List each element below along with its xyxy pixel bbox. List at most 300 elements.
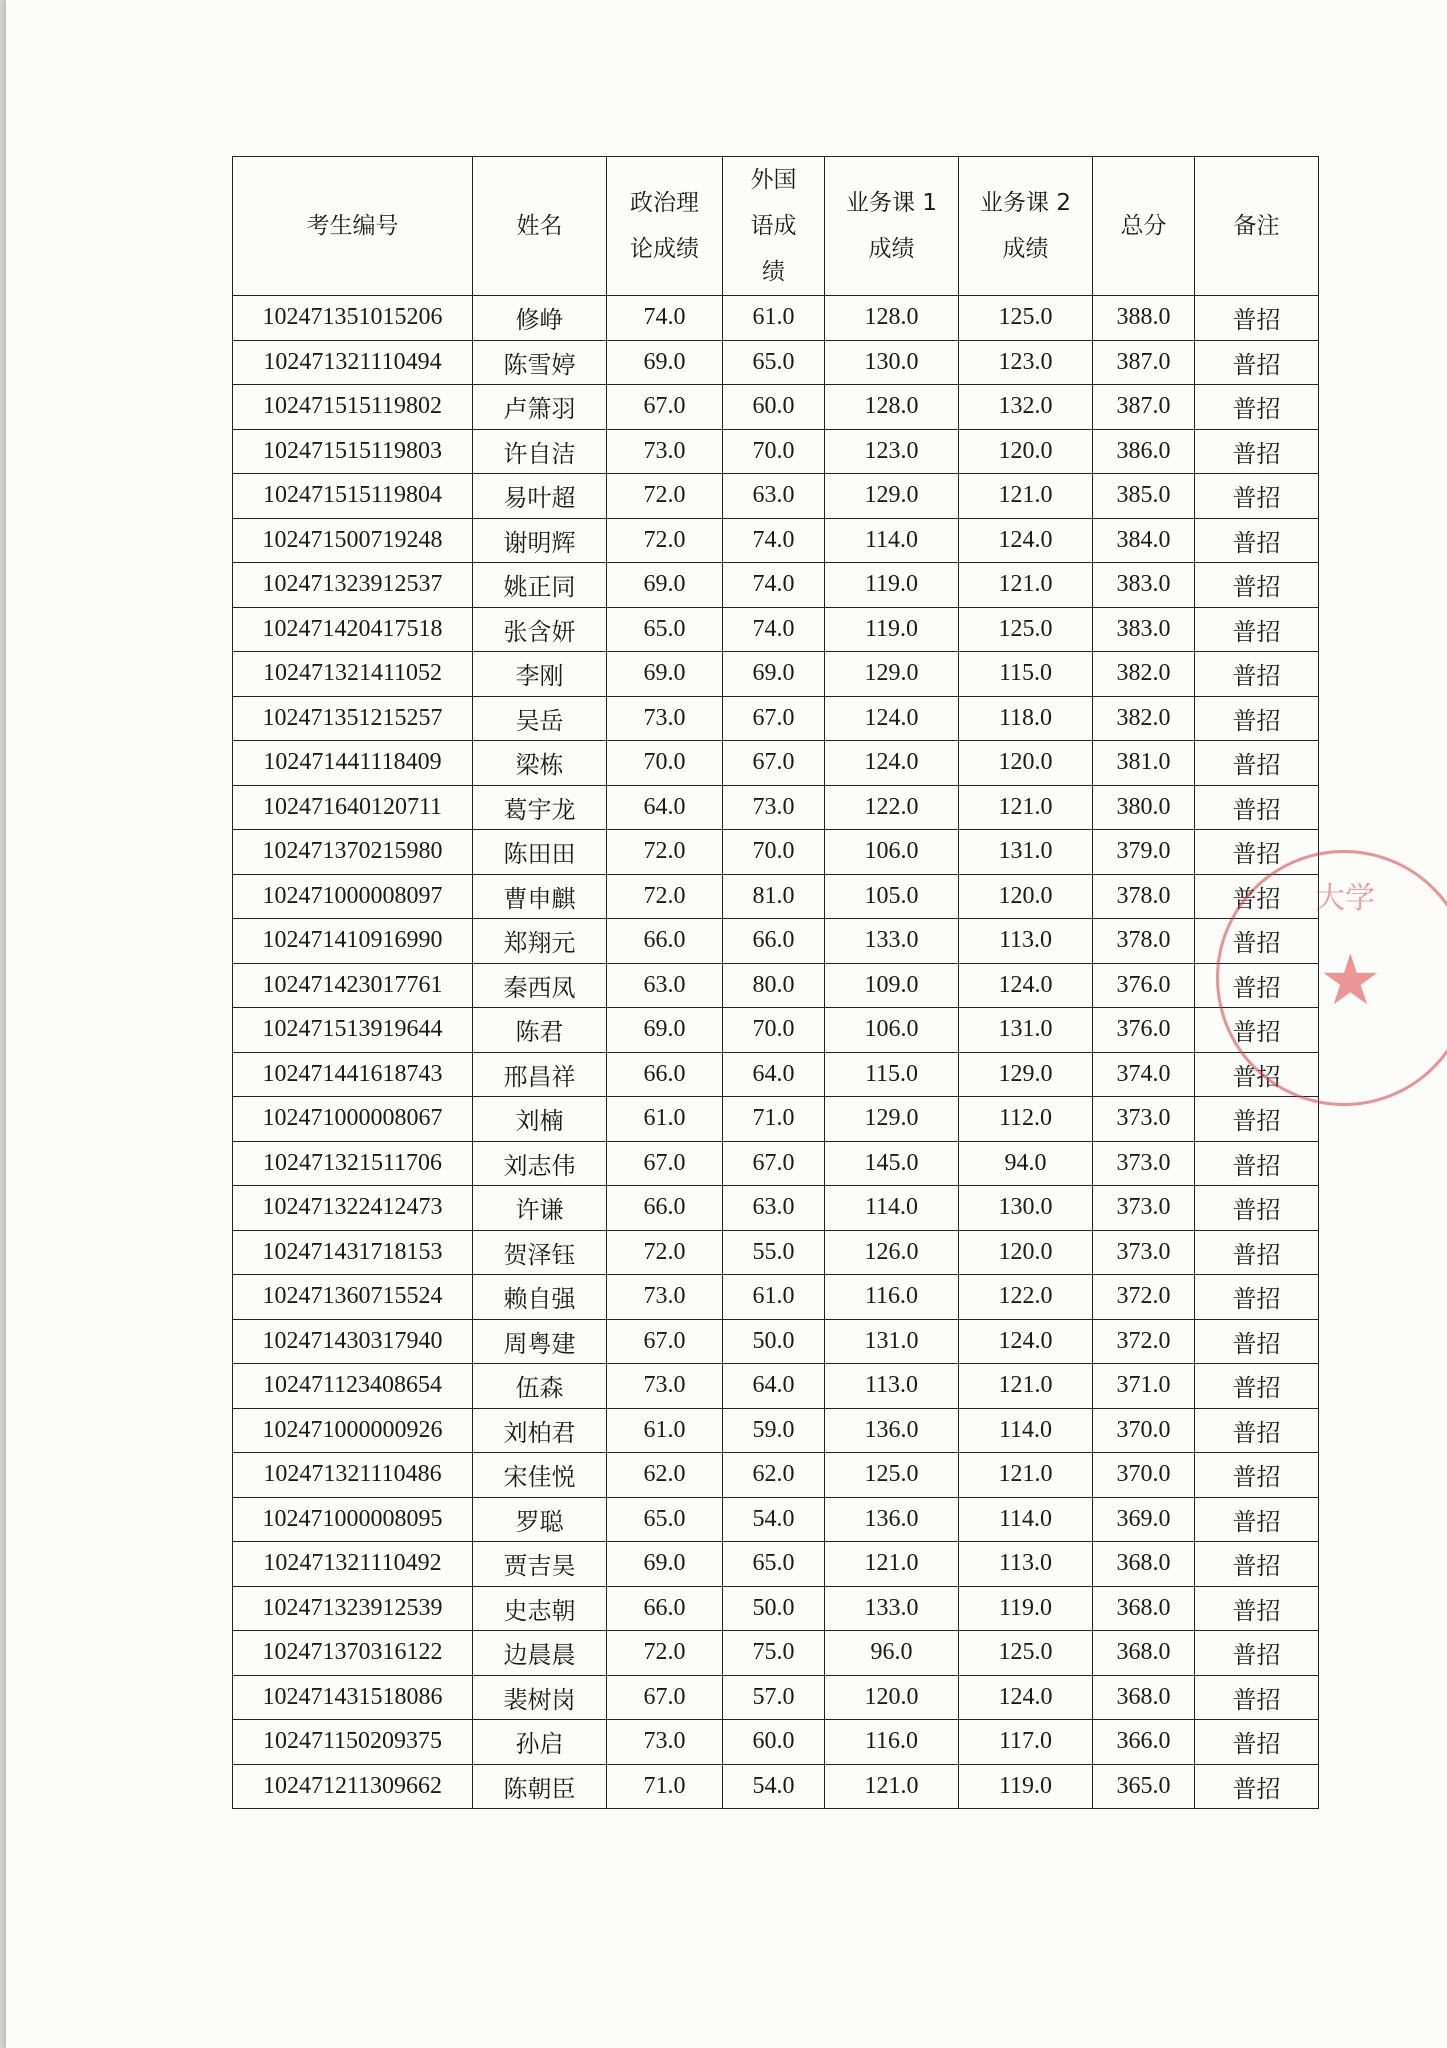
- cell-name: 陈田田: [473, 830, 607, 875]
- cell-remark: 普招: [1195, 1453, 1319, 1498]
- cell-foreign-language-score: 54.0: [723, 1764, 825, 1809]
- cell-foreign-language-score: 70.0: [723, 429, 825, 474]
- cell-politics-score: 72.0: [607, 474, 723, 519]
- table-row: [233, 1720, 1319, 1765]
- cell-subject-2-score: 120.0: [959, 429, 1093, 474]
- cell-remark: 普招: [1195, 474, 1319, 519]
- cell-remark: 普招: [1195, 385, 1319, 430]
- table-row: [233, 1631, 1319, 1676]
- cell-exam-id: 102471211309662: [233, 1764, 473, 1809]
- cell-exam-id: 102471515119803: [233, 429, 473, 474]
- cell-name: 史志朝: [473, 1586, 607, 1631]
- table-row: [233, 1141, 1319, 1186]
- cell-total-score: 388.0: [1093, 296, 1195, 341]
- cell-exam-id: 102471322412473: [233, 1186, 473, 1231]
- cell-foreign-language-score: 70.0: [723, 830, 825, 875]
- cell-total-score: 370.0: [1093, 1453, 1195, 1498]
- cell-subject-1-score: 122.0: [825, 785, 959, 830]
- header-politics: [607, 157, 723, 296]
- cell-politics-score: 71.0: [607, 1764, 723, 1809]
- cell-exam-id: 102471410916990: [233, 919, 473, 964]
- cell-foreign-language-score: 73.0: [723, 785, 825, 830]
- header-text-line: 姓名: [516, 213, 563, 239]
- cell-exam-id: 102471323912539: [233, 1586, 473, 1631]
- cell-subject-2-score: 124.0: [959, 1675, 1093, 1720]
- cell-subject-1-score: 130.0: [825, 340, 959, 385]
- cell-subject-1-score: 113.0: [825, 1364, 959, 1409]
- table-row: [233, 518, 1319, 563]
- cell-politics-score: 67.0: [607, 1141, 723, 1186]
- cell-name: 陈朝臣: [473, 1764, 607, 1809]
- cell-exam-id: 102471430317940: [233, 1319, 473, 1364]
- cell-foreign-language-score: 81.0: [723, 874, 825, 919]
- cell-subject-2-score: 121.0: [959, 474, 1093, 519]
- cell-politics-score: 73.0: [607, 1364, 723, 1409]
- cell-remark: 普招: [1195, 1497, 1319, 1542]
- cell-remark: 普招: [1195, 1631, 1319, 1676]
- cell-remark: 普招: [1195, 1764, 1319, 1809]
- score-table: [232, 156, 1319, 1809]
- cell-total-score: 373.0: [1093, 1186, 1195, 1231]
- cell-total-score: 383.0: [1093, 563, 1195, 608]
- cell-politics-score: 67.0: [607, 1319, 723, 1364]
- cell-remark: 普招: [1195, 652, 1319, 697]
- table-row: [233, 1364, 1319, 1409]
- header-text-line: 成绩: [868, 236, 915, 262]
- cell-subject-2-score: 120.0: [959, 741, 1093, 786]
- cell-subject-1-score: 106.0: [825, 830, 959, 875]
- cell-subject-1-score: 129.0: [825, 474, 959, 519]
- cell-politics-score: 73.0: [607, 696, 723, 741]
- cell-name: 陈君: [473, 1008, 607, 1053]
- cell-total-score: 374.0: [1093, 1052, 1195, 1097]
- header-text-line: 总分: [1120, 213, 1167, 239]
- cell-politics-score: 74.0: [607, 296, 723, 341]
- cell-foreign-language-score: 74.0: [723, 518, 825, 563]
- cell-subject-1-score: 119.0: [825, 563, 959, 608]
- cell-total-score: 387.0: [1093, 340, 1195, 385]
- cell-remark: 普招: [1195, 563, 1319, 608]
- cell-politics-score: 61.0: [607, 1408, 723, 1453]
- cell-politics-score: 72.0: [607, 1631, 723, 1676]
- table-row: [233, 385, 1319, 430]
- cell-subject-2-score: 113.0: [959, 1542, 1093, 1587]
- table-row: [233, 830, 1319, 875]
- table-row: [233, 919, 1319, 964]
- cell-subject-2-score: 121.0: [959, 1364, 1093, 1409]
- cell-exam-id: 102471441618743: [233, 1052, 473, 1097]
- table-row: [233, 563, 1319, 608]
- cell-exam-id: 102471441118409: [233, 741, 473, 786]
- cell-total-score: 387.0: [1093, 385, 1195, 430]
- cell-name: 邢昌祥: [473, 1052, 607, 1097]
- cell-total-score: 373.0: [1093, 1097, 1195, 1142]
- table-body: [233, 296, 1319, 1809]
- cell-remark: 普招: [1195, 1364, 1319, 1409]
- cell-total-score: 365.0: [1093, 1764, 1195, 1809]
- cell-foreign-language-score: 55.0: [723, 1230, 825, 1275]
- cell-total-score: 376.0: [1093, 963, 1195, 1008]
- cell-total-score: 366.0: [1093, 1720, 1195, 1765]
- cell-remark: 普招: [1195, 429, 1319, 474]
- cell-remark: 普招: [1195, 340, 1319, 385]
- table-row: [233, 652, 1319, 697]
- header-subject-1: [825, 157, 959, 296]
- cell-exam-id: 102471321110494: [233, 340, 473, 385]
- cell-subject-1-score: 96.0: [825, 1631, 959, 1676]
- cell-total-score: 368.0: [1093, 1542, 1195, 1587]
- cell-remark: 普招: [1195, 696, 1319, 741]
- cell-foreign-language-score: 61.0: [723, 1275, 825, 1320]
- table-row: [233, 696, 1319, 741]
- table-row: [233, 429, 1319, 474]
- cell-exam-id: 102471431518086: [233, 1675, 473, 1720]
- cell-politics-score: 72.0: [607, 518, 723, 563]
- cell-subject-2-score: 121.0: [959, 1453, 1093, 1498]
- cell-subject-2-score: 125.0: [959, 1631, 1093, 1676]
- cell-foreign-language-score: 67.0: [723, 1141, 825, 1186]
- cell-foreign-language-score: 50.0: [723, 1586, 825, 1631]
- cell-exam-id: 102471513919644: [233, 1008, 473, 1053]
- cell-subject-1-score: 133.0: [825, 919, 959, 964]
- cell-remark: 普招: [1195, 785, 1319, 830]
- table-row: [233, 1008, 1319, 1053]
- cell-remark: 普招: [1195, 1052, 1319, 1097]
- cell-exam-id: 102471500719248: [233, 518, 473, 563]
- header-exam-id: [233, 157, 473, 296]
- cell-foreign-language-score: 61.0: [723, 296, 825, 341]
- cell-name: 曹申麒: [473, 874, 607, 919]
- cell-name: 宋佳悦: [473, 1453, 607, 1498]
- table-row: [233, 607, 1319, 652]
- table-row: [233, 474, 1319, 519]
- cell-subject-2-score: 124.0: [959, 1319, 1093, 1364]
- cell-subject-2-score: 130.0: [959, 1186, 1093, 1231]
- cell-foreign-language-score: 67.0: [723, 741, 825, 786]
- cell-name: 裴树岗: [473, 1675, 607, 1720]
- cell-remark: 普招: [1195, 874, 1319, 919]
- cell-subject-2-score: 125.0: [959, 607, 1093, 652]
- cell-total-score: 373.0: [1093, 1141, 1195, 1186]
- cell-exam-id: 102471123408654: [233, 1364, 473, 1409]
- cell-subject-2-score: 115.0: [959, 652, 1093, 697]
- cell-subject-1-score: 129.0: [825, 652, 959, 697]
- cell-subject-2-score: 119.0: [959, 1764, 1093, 1809]
- cell-name: 秦西凤: [473, 963, 607, 1008]
- cell-politics-score: 72.0: [607, 874, 723, 919]
- cell-subject-1-score: 131.0: [825, 1319, 959, 1364]
- cell-remark: 普招: [1195, 1097, 1319, 1142]
- cell-total-score: 368.0: [1093, 1586, 1195, 1631]
- cell-politics-score: 64.0: [607, 785, 723, 830]
- cell-exam-id: 102471321110492: [233, 1542, 473, 1587]
- header-remark: [1195, 157, 1319, 296]
- cell-total-score: 371.0: [1093, 1364, 1195, 1409]
- cell-subject-2-score: 124.0: [959, 963, 1093, 1008]
- cell-exam-id: 102471000008097: [233, 874, 473, 919]
- cell-subject-1-score: 116.0: [825, 1275, 959, 1320]
- cell-subject-1-score: 109.0: [825, 963, 959, 1008]
- cell-exam-id: 102471351015206: [233, 296, 473, 341]
- cell-total-score: 376.0: [1093, 1008, 1195, 1053]
- cell-subject-1-score: 133.0: [825, 1586, 959, 1631]
- cell-politics-score: 69.0: [607, 340, 723, 385]
- cell-remark: 普招: [1195, 1141, 1319, 1186]
- cell-subject-1-score: 136.0: [825, 1408, 959, 1453]
- cell-subject-1-score: 128.0: [825, 385, 959, 430]
- table-row: [233, 1230, 1319, 1275]
- cell-remark: 普招: [1195, 830, 1319, 875]
- cell-name: 罗聪: [473, 1497, 607, 1542]
- cell-total-score: 373.0: [1093, 1230, 1195, 1275]
- cell-subject-1-score: 119.0: [825, 607, 959, 652]
- cell-total-score: 368.0: [1093, 1631, 1195, 1676]
- seal-star-icon: ★: [1319, 939, 1382, 1021]
- header-text-line: 外国: [750, 167, 797, 193]
- cell-name: 刘志伟: [473, 1141, 607, 1186]
- cell-politics-score: 69.0: [607, 1542, 723, 1587]
- cell-total-score: 369.0: [1093, 1497, 1195, 1542]
- cell-total-score: 378.0: [1093, 919, 1195, 964]
- cell-name: 修峥: [473, 296, 607, 341]
- table-row: [233, 1675, 1319, 1720]
- cell-subject-1-score: 129.0: [825, 1097, 959, 1142]
- cell-politics-score: 66.0: [607, 1186, 723, 1231]
- cell-subject-1-score: 145.0: [825, 1141, 959, 1186]
- cell-remark: 普招: [1195, 1586, 1319, 1631]
- cell-exam-id: 102471423017761: [233, 963, 473, 1008]
- table-row: [233, 1097, 1319, 1142]
- cell-foreign-language-score: 64.0: [723, 1364, 825, 1409]
- header-text-line: 成绩: [1002, 236, 1049, 262]
- cell-exam-id: 102471351215257: [233, 696, 473, 741]
- cell-politics-score: 69.0: [607, 652, 723, 697]
- cell-name: 许自洁: [473, 429, 607, 474]
- cell-subject-2-score: 129.0: [959, 1052, 1093, 1097]
- cell-exam-id: 102471321110486: [233, 1453, 473, 1498]
- cell-subject-2-score: 122.0: [959, 1275, 1093, 1320]
- table-header-row: [233, 157, 1319, 296]
- cell-subject-2-score: 131.0: [959, 830, 1093, 875]
- cell-subject-2-score: 120.0: [959, 874, 1093, 919]
- table-row: [233, 296, 1319, 341]
- cell-name: 易叶超: [473, 474, 607, 519]
- cell-politics-score: 62.0: [607, 1453, 723, 1498]
- cell-total-score: 372.0: [1093, 1319, 1195, 1364]
- cell-foreign-language-score: 71.0: [723, 1097, 825, 1142]
- cell-subject-2-score: 124.0: [959, 518, 1093, 563]
- cell-remark: 普招: [1195, 1408, 1319, 1453]
- cell-politics-score: 65.0: [607, 1497, 723, 1542]
- cell-total-score: 386.0: [1093, 429, 1195, 474]
- cell-politics-score: 61.0: [607, 1097, 723, 1142]
- cell-foreign-language-score: 62.0: [723, 1453, 825, 1498]
- cell-politics-score: 66.0: [607, 1586, 723, 1631]
- cell-politics-score: 72.0: [607, 1230, 723, 1275]
- cell-foreign-language-score: 74.0: [723, 607, 825, 652]
- cell-subject-1-score: 105.0: [825, 874, 959, 919]
- cell-exam-id: 102471321411052: [233, 652, 473, 697]
- header-text-line: 业务课 1: [846, 190, 937, 216]
- cell-name: 许谦: [473, 1186, 607, 1231]
- cell-subject-2-score: 132.0: [959, 385, 1093, 430]
- cell-subject-1-score: 115.0: [825, 1052, 959, 1097]
- cell-name: 卢箫羽: [473, 385, 607, 430]
- cell-remark: 普招: [1195, 741, 1319, 786]
- cell-subject-1-score: 114.0: [825, 518, 959, 563]
- cell-name: 边晨晨: [473, 1631, 607, 1676]
- table-row: [233, 1319, 1319, 1364]
- cell-exam-id: 102471370215980: [233, 830, 473, 875]
- cell-name: 孙启: [473, 1720, 607, 1765]
- cell-subject-1-score: 128.0: [825, 296, 959, 341]
- cell-subject-1-score: 124.0: [825, 741, 959, 786]
- cell-remark: 普招: [1195, 296, 1319, 341]
- cell-exam-id: 102471370316122: [233, 1631, 473, 1676]
- cell-foreign-language-score: 67.0: [723, 696, 825, 741]
- cell-foreign-language-score: 63.0: [723, 1186, 825, 1231]
- cell-politics-score: 73.0: [607, 1720, 723, 1765]
- cell-politics-score: 63.0: [607, 963, 723, 1008]
- cell-subject-2-score: 94.0: [959, 1141, 1093, 1186]
- header-text-line: 备注: [1233, 213, 1280, 239]
- table-row: [233, 1586, 1319, 1631]
- cell-total-score: 372.0: [1093, 1275, 1195, 1320]
- cell-remark: 普招: [1195, 1720, 1319, 1765]
- cell-total-score: 380.0: [1093, 785, 1195, 830]
- header-name: [473, 157, 607, 296]
- cell-subject-1-score: 123.0: [825, 429, 959, 474]
- seal-text: 大学: [1315, 881, 1375, 916]
- header-text-line: 绩: [762, 259, 785, 285]
- cell-total-score: 368.0: [1093, 1675, 1195, 1720]
- cell-foreign-language-score: 74.0: [723, 563, 825, 608]
- cell-foreign-language-score: 64.0: [723, 1052, 825, 1097]
- cell-politics-score: 66.0: [607, 919, 723, 964]
- cell-name: 刘柏君: [473, 1408, 607, 1453]
- cell-foreign-language-score: 54.0: [723, 1497, 825, 1542]
- cell-politics-score: 65.0: [607, 607, 723, 652]
- cell-foreign-language-score: 60.0: [723, 385, 825, 430]
- cell-remark: 普招: [1195, 1319, 1319, 1364]
- cell-foreign-language-score: 50.0: [723, 1319, 825, 1364]
- cell-exam-id: 102471321511706: [233, 1141, 473, 1186]
- document-page: [6, 0, 1447, 2048]
- cell-name: 梁栋: [473, 741, 607, 786]
- header-text-line: 语成: [750, 213, 797, 239]
- cell-name: 贾吉昊: [473, 1542, 607, 1587]
- cell-foreign-language-score: 59.0: [723, 1408, 825, 1453]
- cell-name: 谢明辉: [473, 518, 607, 563]
- table-row: [233, 1764, 1319, 1809]
- cell-total-score: 382.0: [1093, 696, 1195, 741]
- cell-name: 葛宇龙: [473, 785, 607, 830]
- header-text-line: 业务课 2: [980, 190, 1071, 216]
- header-foreign-language: [723, 157, 825, 296]
- cell-foreign-language-score: 57.0: [723, 1675, 825, 1720]
- cell-remark: 普招: [1195, 1230, 1319, 1275]
- cell-subject-1-score: 124.0: [825, 696, 959, 741]
- cell-exam-id: 102471431718153: [233, 1230, 473, 1275]
- cell-foreign-language-score: 63.0: [723, 474, 825, 519]
- table-row: [233, 1453, 1319, 1498]
- cell-total-score: 384.0: [1093, 518, 1195, 563]
- cell-foreign-language-score: 65.0: [723, 1542, 825, 1587]
- cell-remark: 普招: [1195, 518, 1319, 563]
- cell-name: 郑翔元: [473, 919, 607, 964]
- cell-remark: 普招: [1195, 1675, 1319, 1720]
- cell-politics-score: 69.0: [607, 563, 723, 608]
- cell-politics-score: 67.0: [607, 385, 723, 430]
- cell-exam-id: 102471000008067: [233, 1097, 473, 1142]
- cell-subject-1-score: 120.0: [825, 1675, 959, 1720]
- cell-subject-2-score: 118.0: [959, 696, 1093, 741]
- cell-foreign-language-score: 75.0: [723, 1631, 825, 1676]
- cell-remark: 普招: [1195, 919, 1319, 964]
- cell-subject-1-score: 121.0: [825, 1542, 959, 1587]
- header-text-line: 政治理: [630, 190, 699, 216]
- cell-subject-2-score: 120.0: [959, 1230, 1093, 1275]
- cell-name: 姚正同: [473, 563, 607, 608]
- cell-remark: 普招: [1195, 1275, 1319, 1320]
- cell-subject-1-score: 125.0: [825, 1453, 959, 1498]
- cell-subject-2-score: 125.0: [959, 296, 1093, 341]
- cell-subject-2-score: 114.0: [959, 1497, 1093, 1542]
- cell-total-score: 370.0: [1093, 1408, 1195, 1453]
- cell-subject-2-score: 119.0: [959, 1586, 1093, 1631]
- cell-subject-1-score: 106.0: [825, 1008, 959, 1053]
- cell-exam-id: 102471515119802: [233, 385, 473, 430]
- cell-subject-2-score: 121.0: [959, 563, 1093, 608]
- cell-total-score: 382.0: [1093, 652, 1195, 697]
- cell-exam-id: 102471515119804: [233, 474, 473, 519]
- cell-subject-2-score: 112.0: [959, 1097, 1093, 1142]
- cell-exam-id: 102471360715524: [233, 1275, 473, 1320]
- cell-subject-2-score: 117.0: [959, 1720, 1093, 1765]
- table-row: [233, 874, 1319, 919]
- table-row: [233, 1542, 1319, 1587]
- cell-foreign-language-score: 69.0: [723, 652, 825, 697]
- cell-politics-score: 66.0: [607, 1052, 723, 1097]
- table-row: [233, 1497, 1319, 1542]
- cell-exam-id: 102471420417518: [233, 607, 473, 652]
- cell-foreign-language-score: 65.0: [723, 340, 825, 385]
- cell-name: 李刚: [473, 652, 607, 697]
- cell-subject-2-score: 114.0: [959, 1408, 1093, 1453]
- cell-total-score: 378.0: [1093, 874, 1195, 919]
- cell-subject-1-score: 136.0: [825, 1497, 959, 1542]
- cell-remark: 普招: [1195, 1186, 1319, 1231]
- cell-name: 陈雪婷: [473, 340, 607, 385]
- cell-foreign-language-score: 70.0: [723, 1008, 825, 1053]
- header-text-line: 考生编号: [306, 213, 399, 239]
- cell-subject-2-score: 123.0: [959, 340, 1093, 385]
- cell-total-score: 385.0: [1093, 474, 1195, 519]
- cell-politics-score: 69.0: [607, 1008, 723, 1053]
- cell-foreign-language-score: 80.0: [723, 963, 825, 1008]
- header-subject-2: [959, 157, 1093, 296]
- cell-subject-1-score: 116.0: [825, 1720, 959, 1765]
- cell-exam-id: 102471640120711: [233, 785, 473, 830]
- table-row: [233, 340, 1319, 385]
- cell-remark: 普招: [1195, 1008, 1319, 1053]
- table-row: [233, 1408, 1319, 1453]
- cell-remark: 普招: [1195, 1542, 1319, 1587]
- cell-total-score: 379.0: [1093, 830, 1195, 875]
- cell-subject-1-score: 114.0: [825, 1186, 959, 1231]
- cell-subject-1-score: 121.0: [825, 1764, 959, 1809]
- table-row: [233, 963, 1319, 1008]
